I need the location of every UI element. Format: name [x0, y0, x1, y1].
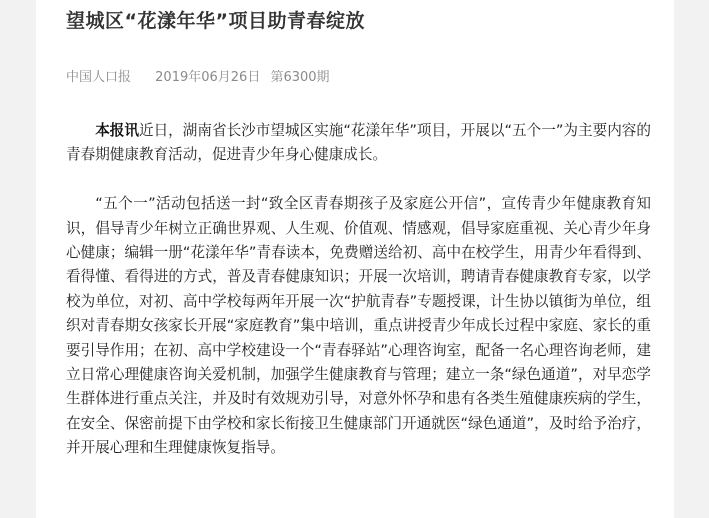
article-source: 中国人口报: [66, 70, 132, 85]
article-date: 2019年06月26日: [155, 70, 261, 85]
article-body: [66, 119, 651, 461]
article-page: [36, 0, 674, 518]
article-meta: [66, 66, 336, 85]
paragraph-1-text: 近日，湖南省长沙市望城区实施“花漾年华”项目，开展以“五个一”为主要内容的青春期健康教育活动，促进青少年身心健康成长。: [66, 122, 651, 164]
lead-tag: 本报讯: [95, 122, 139, 139]
article-paragraph: [66, 119, 651, 168]
article-issue: 第6300期: [270, 70, 330, 85]
article-paragraph: “五个一”活动包括送一封“致全区青春期孩子及家庭公开信”，宣传青少年健康教育知识，倡导青少年树立正确世界观、人生观、价值观、情感观，倡导家庭重视、关心青少年身心健康；编辑一册“花漾年华”青春读本，免费赠送给初、高中在校学生，用青少年看得到、看得懂、看得进的方式，普及青春健康知识；开展一次培训，聘请青春健康教育专家，以学校为单位，对初、高中学校每两年开展一次“护航青春”专题授课，计生协以镇街为单位，组织对青春期女孩家长开展“家庭教育”集中培训，重点讲授青少年成长过程中家庭、家长的重要引导作用；在初、高中学校建设一个“青春驿站”心理咨询室，配备一名心理咨询老师，建立日常心理健康咨询关爱机制，加强学生健康教育与管理；建立一条“绿色通道”，对早恋学生群体进行重点关注，并及时有效规劝引导，对意外怀孕和患有各类生殖健康疾病的学生，在安全、保密前提下由学校和家长衔接卫生健康部门开通就医“绿色通道”，及时给予治疗，并开展心理和生理健康恢复指导。: [66, 195, 651, 457]
article-title: 望城区“花漾年华”项目助青春绽放: [66, 10, 365, 32]
